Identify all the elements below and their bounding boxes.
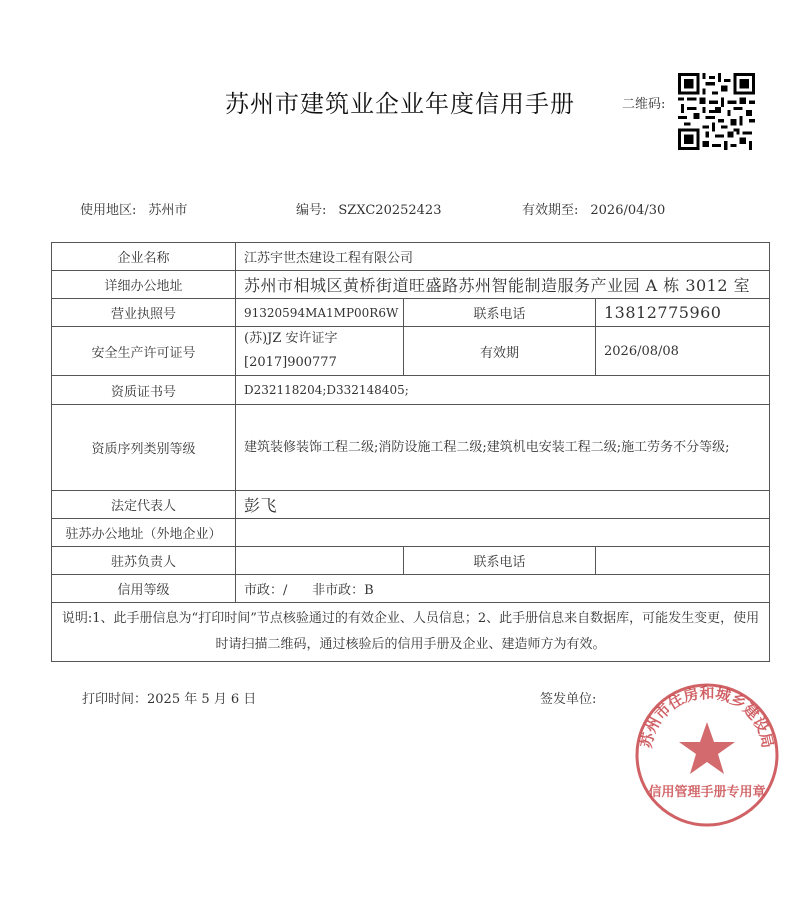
safety-valid-label: 有效期 [404, 327, 596, 376]
table-row [52, 299, 770, 327]
suzhou-manager-label: 驻苏负责人 [52, 547, 236, 575]
credit-grade-label: 信用等级 [52, 575, 236, 603]
company-name-value: 江苏宇世杰建设工程有限公司 [236, 243, 770, 271]
safety-valid-value: 2026/08/08 [596, 327, 770, 376]
suzhou-manager-value [236, 547, 404, 575]
qualification-cert-value: D232118204;D332148405; [236, 376, 770, 405]
page-title: 苏州市建筑业企业年度信用手册 [225, 90, 575, 118]
suzhou-office-label: 驻苏办公地址（外地企业） [52, 519, 236, 547]
safety-permit-line2: [2017]900777 [244, 355, 337, 370]
suzhou-phone-label: 联系电话 [404, 547, 596, 575]
credit-info-table [51, 242, 770, 662]
safety-permit-line1: (苏)JZ 安许证字 [244, 331, 338, 346]
table-row [52, 603, 770, 662]
contact-phone-value: 13812775960 [596, 299, 770, 327]
qr-code-label: 二维码: [622, 97, 666, 112]
legal-rep-value: 彭飞 [236, 491, 770, 519]
issuer-label: 签发单位: [540, 692, 597, 707]
suzhou-office-value [236, 519, 770, 547]
seal-bottom-text: 信用管理手册专用章 [648, 785, 766, 800]
qr-code-icon[interactable] [678, 73, 755, 150]
suzhou-phone-value [596, 547, 770, 575]
valid-until-label: 有效期至: [522, 203, 579, 218]
official-seal-icon [632, 680, 782, 830]
seal-top-text: 苏州市住房和城乡建设局 [637, 683, 777, 750]
number-value: SZXC20252423 [338, 203, 442, 218]
number-label: 编号: [296, 203, 327, 218]
note-text: 说明:1、此手册信息为“打印时间”节点核验通过的有效企业、人员信息；2、此手册信息来自数据库，可能发生变更，使用时请扫描二维码，通过核验后的信用手册及企业、建造师方为有效。 [52, 603, 770, 662]
table-row [52, 519, 770, 547]
business-license-label: 营业执照号 [52, 299, 236, 327]
contact-phone-label: 联系电话 [404, 299, 596, 327]
office-address-label: 详细办公地址 [52, 271, 236, 299]
table-row [52, 271, 770, 299]
business-license-value: 91320594MA1MP00R6W [236, 299, 404, 327]
legal-rep-label: 法定代表人 [52, 491, 236, 519]
table-row [52, 376, 770, 405]
number-field [296, 199, 441, 218]
qualification-grade-label: 资质序列类别等级 [52, 405, 236, 491]
region-value: 苏州市 [148, 203, 188, 218]
safety-permit-label: 安全生产许可证号 [52, 327, 236, 376]
table-row [52, 547, 770, 575]
table-row [52, 327, 770, 376]
qualification-grade-value: 建筑装修装饰工程二级;消防设施工程二级;建筑机电安装工程二级;施工劳务不分等级; [236, 405, 770, 491]
region-label: 使用地区: [80, 203, 137, 218]
valid-until-value: 2026/04/30 [590, 203, 666, 218]
credit-grade-value: 市政：/ 非市政：B [236, 575, 770, 603]
print-time: 打印时间：2025 年 5 月 6 日 [82, 692, 257, 707]
company-name-label: 企业名称 [52, 243, 236, 271]
safety-permit-value [236, 327, 404, 376]
table-row [52, 405, 770, 491]
office-address-value: 苏州市相城区黄桥街道旺盛路苏州智能制造服务产业园 A 栋 3012 室 [236, 271, 770, 299]
table-row [52, 575, 770, 603]
table-row [52, 243, 770, 271]
table-row [52, 491, 770, 519]
region-field [80, 199, 187, 218]
qualification-cert-label: 资质证书号 [52, 376, 236, 405]
valid-until-field [522, 199, 665, 218]
